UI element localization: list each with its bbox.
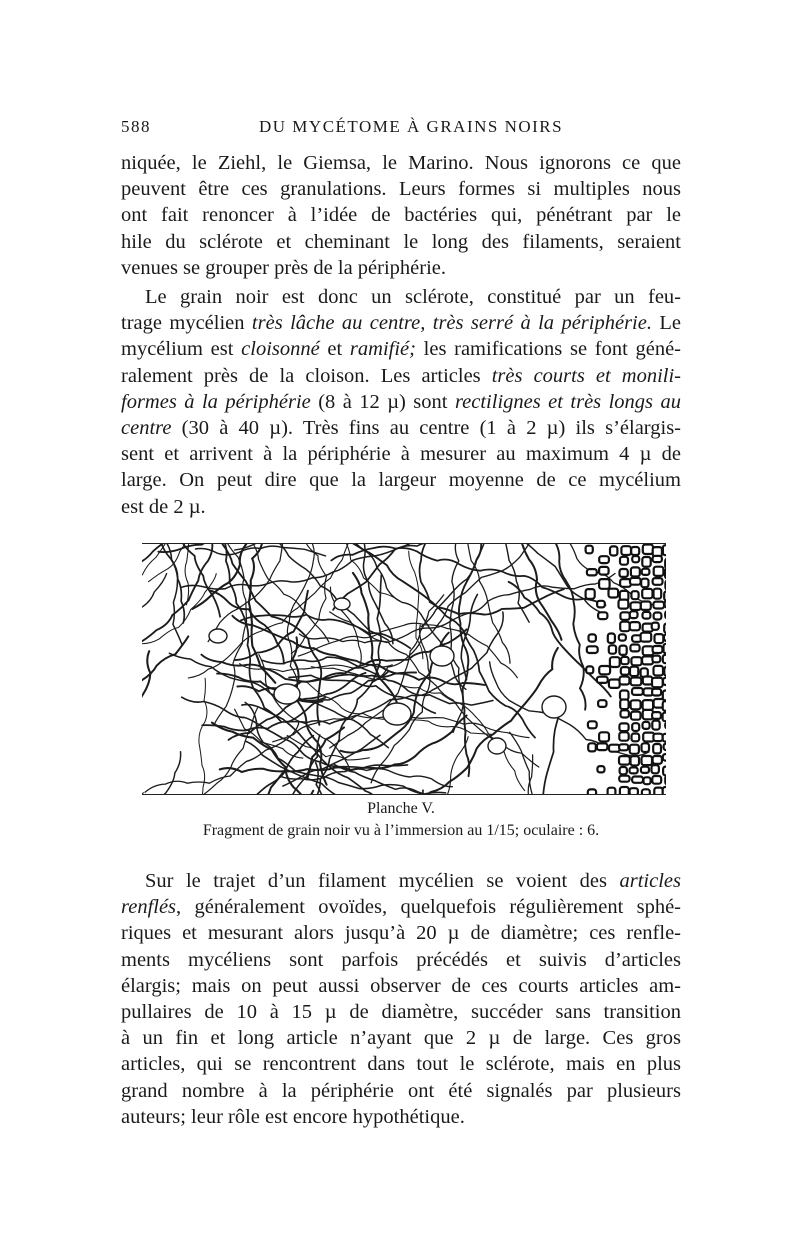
- text-line: sent et arrivent à la périphérie à mesurer au maximum 4 µ de: [121, 443, 681, 466]
- paragraph-3: [121, 868, 681, 1130]
- text-run: ralement près de la cloison. Les articles: [121, 364, 492, 387]
- text-run: Sur le trajet d’un filament mycélien se voient des: [145, 870, 620, 892]
- text-line: grand nombre à la périphérie ont été signalés par plusieurs: [121, 1079, 681, 1102]
- italic-run: très courts et monili-: [491, 364, 681, 387]
- page-number: 588: [121, 117, 151, 136]
- italic-run: renflés: [121, 896, 177, 919]
- text-line: pullaires de 10 à 15 µ de diamètre, succéder sans transition: [121, 1000, 681, 1023]
- text-run: et: [319, 338, 350, 361]
- text-line: venues se grouper près de la périphérie.: [121, 256, 447, 279]
- text-line: [121, 389, 681, 415]
- plate-label: Planche V.: [367, 800, 435, 817]
- plate-illustration: [142, 543, 666, 795]
- mycelium-drawing: [142, 544, 666, 794]
- text-line: [121, 894, 681, 920]
- paragraph-1: [121, 150, 681, 281]
- paragraph-2: [121, 284, 681, 520]
- text-line: [121, 310, 681, 336]
- running-title: DU MYCÉTOME À GRAINS NOIRS: [259, 117, 564, 136]
- text-run: mycélium est: [121, 338, 242, 361]
- text-line: auteurs; leur rôle est encore hypothétique.: [121, 1105, 465, 1128]
- text-run: (8 à 12 µ) sont: [310, 390, 455, 413]
- text-line: [121, 363, 681, 389]
- text-line: [121, 415, 681, 441]
- running-head: [121, 117, 681, 141]
- italic-run: rectilignes et très longs au: [454, 390, 681, 413]
- text-line: hile du sclérote et cheminant le long des filaments, seraient: [121, 230, 681, 253]
- text-line: ments mycéliens sont parfois précédés et suivis d’articles: [121, 948, 681, 971]
- italic-run: très lâche au centre, très serré à la périphérie.: [251, 312, 652, 335]
- text-line: peuvent être ces granulations. Leurs formes si multiples nous: [121, 178, 681, 201]
- italic-run: formes à la périphérie: [121, 390, 311, 413]
- text-line: à un fin et long article n’ayant que 2 µ de large. Ces gros: [121, 1027, 681, 1050]
- text-line: ont fait renoncer à l’idée de bactéries qui, pénétrant par le: [121, 204, 681, 227]
- text-line: niquée, le Ziehl, le Giemsa, le Marino. Nous ignorons ce que: [121, 152, 681, 174]
- text-line: riques et mesurant alors jusqu’à 20 µ de diamètre; ces renfle-: [121, 922, 681, 945]
- italic-run: articles: [619, 870, 681, 892]
- figure-caption: Fragment de grain noir vu à l’immersion au 1/15; oculaire : 6.: [202, 822, 600, 839]
- italic-run: centre: [121, 416, 172, 439]
- text-line: est de 2 µ.: [121, 495, 206, 518]
- italic-run: cloisonné: [241, 338, 320, 361]
- text-run: les ramifications se font géné-: [415, 338, 681, 361]
- text-run: , généralement ovoïdes, quelquefois régulièrement sphé-: [176, 896, 681, 919]
- text-line: articles, qui se rencontrent dans tout le sclérote, mais en plus: [121, 1053, 681, 1076]
- text-run: trage mycélien: [121, 312, 252, 335]
- text-line: large. On peut dire que la largeur moyenne de ce mycélium: [121, 469, 681, 492]
- text-line: Le grain noir est donc un sclérote, constitué par un feu-: [145, 286, 681, 308]
- text-line: [121, 336, 681, 362]
- text-line: élargis; mais on peut aussi observer de ces courts articles am-: [121, 974, 681, 997]
- text-run: (30 à 40 µ). Très fins au centre (1 à 2 µ) ils s’élargis-: [171, 416, 681, 439]
- text-run: Le: [651, 312, 682, 335]
- text-line: [121, 868, 681, 894]
- italic-run: ramifié;: [349, 338, 416, 361]
